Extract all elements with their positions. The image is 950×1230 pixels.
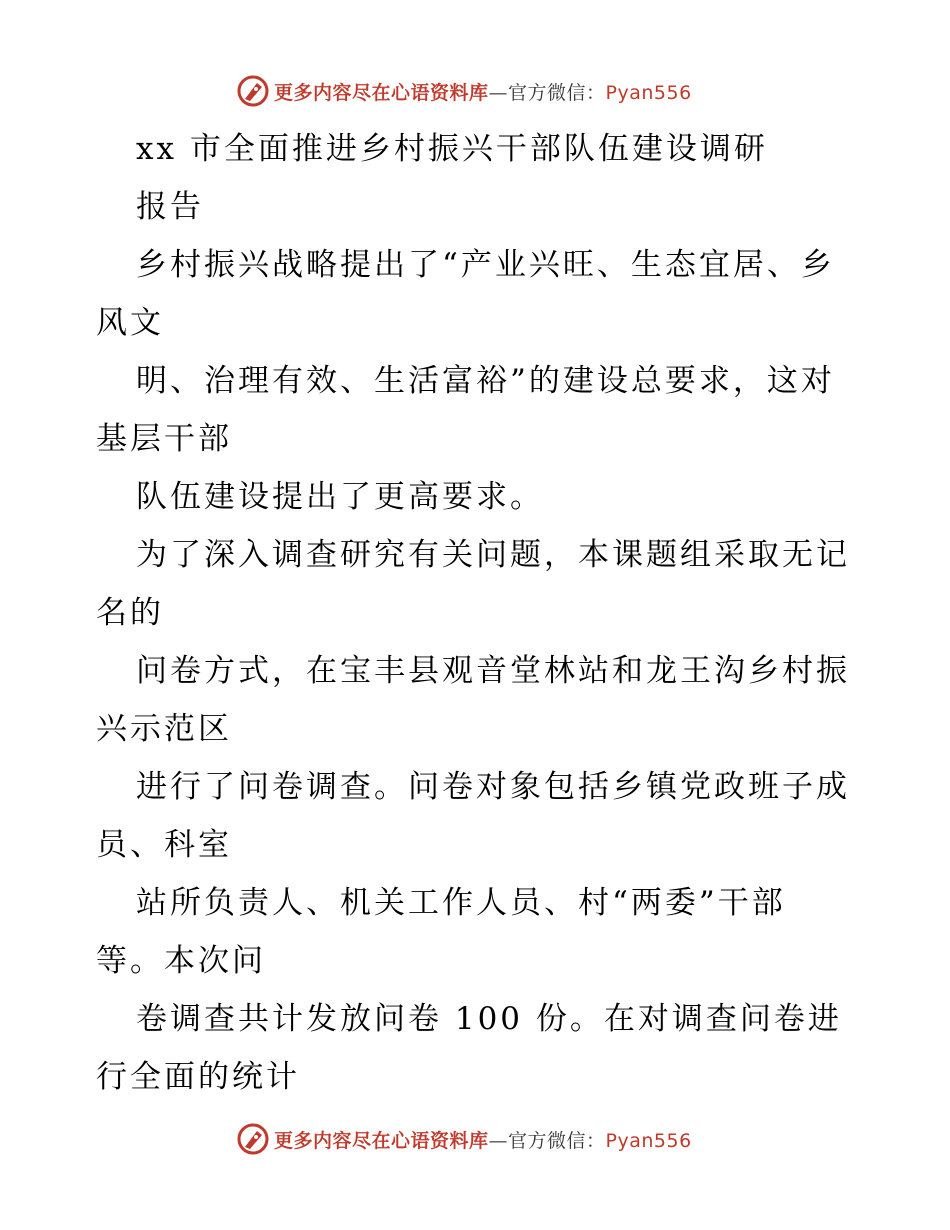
text-line: 兴示范区: [96, 711, 232, 747]
text-line: 问卷方式，在宝丰县观音堂林站和龙王沟乡村振: [136, 653, 850, 689]
text-line: 明、治理有效、生活富裕”的建设总要求，这对: [136, 363, 835, 399]
text-line: 乡村振兴战略提出了“产业兴旺、生态宜居、乡: [136, 247, 835, 283]
text-line: 名的: [96, 595, 164, 631]
text-line: 站所负责人、机关工作人员、村“两委”干部: [136, 885, 786, 921]
text-line: 队伍建设提出了更高要求。: [136, 479, 544, 515]
text-line: 员、科室: [96, 827, 232, 863]
text-line: 风文: [96, 305, 164, 341]
watermark-brand: 更多内容尽在心语资料库: [274, 81, 489, 104]
header-watermark: [236, 74, 692, 108]
watermark-official-label: 官方微信：: [508, 1129, 606, 1152]
watermark-official-label: 官方微信：: [508, 81, 606, 104]
watermark-dash: —: [488, 81, 509, 104]
pen-nib-circle-icon: [236, 1122, 270, 1156]
watermark-text: [274, 78, 692, 105]
watermark-text: [274, 1126, 692, 1153]
watermark-handle: Pyan556: [605, 1129, 692, 1152]
watermark-handle: Pyan556: [605, 81, 692, 104]
text-line: 为了深入调查研究有关问题，本课题组采取无记: [136, 537, 850, 573]
watermark-brand: 更多内容尽在心语资料库: [274, 1129, 489, 1152]
document-body: [96, 120, 876, 1106]
text-line: 行全面的统计: [96, 1059, 300, 1095]
footer-watermark: [236, 1122, 692, 1156]
watermark-dash: —: [488, 1129, 509, 1152]
text-line: 等。本次问: [96, 943, 266, 979]
text-line: 卷调查共计发放问卷 100 份。在对调查问卷进: [136, 1001, 842, 1037]
text-line: 进行了问卷调查。问卷对象包括乡镇党政班子成: [136, 769, 850, 805]
title-line-1: xx 市全面推进乡村振兴干部队伍建设调研: [136, 131, 768, 167]
pen-nib-circle-icon: [236, 74, 270, 108]
text-line: 基层干部: [96, 421, 232, 457]
title-line-2: 报告: [136, 189, 204, 225]
